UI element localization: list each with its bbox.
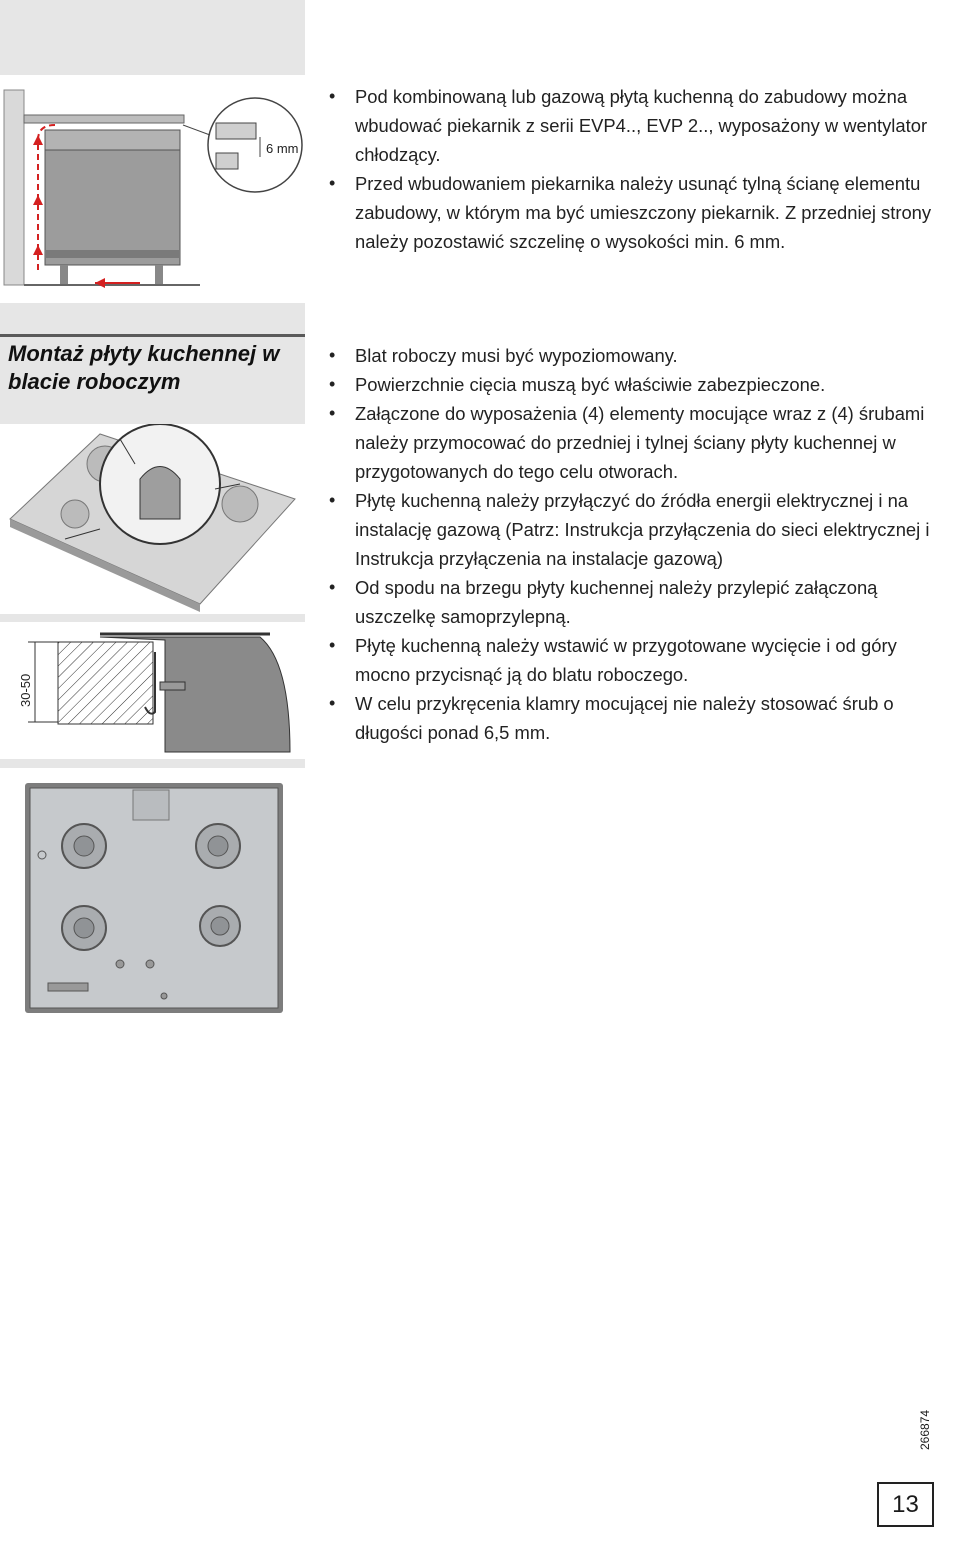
page-number: 13 <box>877 1482 934 1527</box>
gap-label: 6 mm <box>266 141 299 156</box>
list-item: • Od spodu na brzegu płyty kuchennej należy przylepić załączoną uszczelkę samoprzylepną. <box>325 573 935 631</box>
section-divider <box>0 334 305 337</box>
list-item: • Powierzchnie cięcia muszą być właściwie zabezpieczone. <box>325 370 935 399</box>
hob-bullet-list <box>325 341 935 747</box>
hob-top-view-figure <box>0 768 305 1030</box>
worktop-section-figure <box>0 622 305 759</box>
list-item: • Blat roboczy musi być wypoziomowany. <box>325 341 935 370</box>
list-item: • Przed wbudowaniem piekarnika należy usunąć tylną ścianę elementu zabudowy, w którym ma być umieszczony piekarnik. Z przedniej strony należy pozostawić szczelinę o wysokości min. 6 mm. <box>325 169 935 256</box>
list-item: • Płytę kuchenną należy wstawić w przygotowane wycięcie i od góry mocno przycisnąć ją do blatu roboczego. <box>325 631 935 689</box>
list-item: • Płytę kuchenną należy przyłączyć do źródła energii elektrycznej i na instalację gazową (Patrz: Instrukcja przyłączenia do sieci elektrycznej i Instrukcja przyłączenia na instalacje gazową) <box>325 486 935 573</box>
document-number: 266874 <box>918 1409 932 1450</box>
oven-bullet-list <box>325 82 935 256</box>
section-heading: Montaż płyty kuchennej w blacie roboczym <box>8 341 280 394</box>
list-item: • Załączone do wyposażenia (4) elementy mocujące wraz z (4) śrubami należy przymocować do przedniej i tylnej ściany płyty kuchennej w przygotowanych do tego celu otworach. <box>325 399 935 486</box>
list-item: • W celu przykręcenia klamry mocującej nie należy stosować śrub o długości ponad 6,5 mm. <box>325 689 935 747</box>
list-item: • Pod kombinowaną lub gazową płytą kuchenną do zabudowy można wbudować piekarnik z serii EVP4.., EVP 2.., wyposażony w wentylator chłodzący. <box>325 82 935 169</box>
hob-clip-figure <box>0 424 305 614</box>
height-label: 30-50 <box>18 673 33 707</box>
oven-ventilation-figure <box>0 75 305 303</box>
